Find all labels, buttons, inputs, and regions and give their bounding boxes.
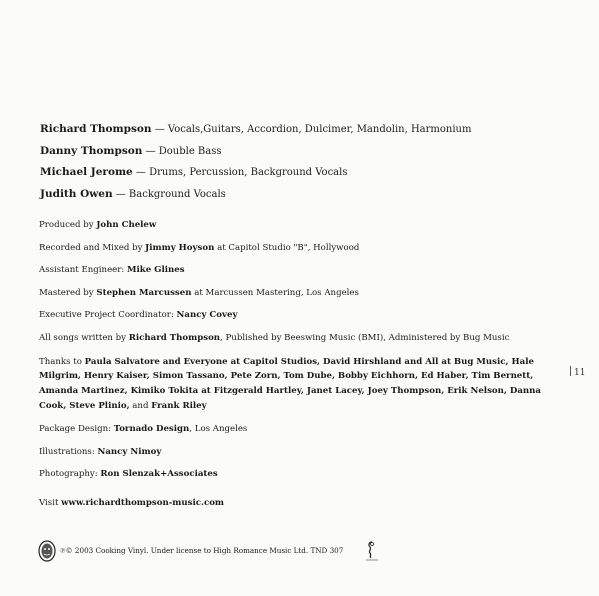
musician-name: Judith Owen (40, 187, 113, 200)
credit-name: Mike Glines (126, 265, 185, 276)
credit-thanks (39, 355, 549, 414)
musician-name: Michael Jerome (40, 166, 133, 178)
musician-list (40, 119, 471, 205)
musician-role: — Drums, Percussion, Background Vocals (132, 167, 348, 178)
credit-label: Thanks to (39, 356, 85, 367)
page-number-text: 11 (574, 368, 586, 378)
credit-visit (39, 497, 549, 510)
credit-photography (39, 468, 549, 481)
credit-package (39, 423, 549, 436)
cooking-vinyl-logo-icon (38, 540, 56, 562)
musician-line (40, 141, 471, 163)
credit-name: Ron Slenzak+Associates (100, 469, 218, 480)
credit-name: Nancy Covey (176, 310, 238, 321)
musician-role: — Background Vocals (112, 188, 226, 200)
credit-conjunction: and (129, 400, 152, 411)
musician-role: — Double Bass (142, 145, 222, 157)
copyright-text: ℗© 2003 Cooking Vinyl. Under license to High Romance Music Ltd. TND 307 (60, 546, 344, 555)
credit-detail: , Published by Beeswing Music (BMI), Administered by Bug Music (220, 332, 510, 343)
credit-label: Mastered by (39, 287, 97, 298)
musician-line (40, 184, 471, 206)
musician-name: Richard Thompson (40, 123, 152, 135)
credit-name: Richard Thompson (128, 332, 221, 343)
credit-name: Tornado Design (113, 423, 190, 434)
credit-label: Illustrations: (39, 446, 98, 457)
credit-mastered (39, 287, 549, 300)
credit-label: Photography: (39, 469, 101, 480)
credit-name: Jimmy Hoyson (145, 242, 215, 253)
credit-detail: , Los Angeles (189, 423, 248, 434)
website-link[interactable]: www.richardthompson-music.com (61, 498, 225, 509)
credit-producer (39, 219, 549, 232)
credit-label: Produced by (39, 220, 97, 230)
credit-name: Stephen Marcussen (96, 287, 192, 298)
credit-name: Frank Riley (151, 400, 207, 411)
credit-name: Nancy Nimoy (97, 446, 162, 457)
credit-detail: at Capitol Studio "B", Hollywood (214, 242, 360, 253)
musician-line (40, 119, 471, 141)
footer (38, 540, 398, 564)
credit-recorded (39, 242, 549, 255)
musician-role: — Vocals,Guitars, Accordion, Dulcimer, Mandolin, Harmonium (151, 124, 472, 135)
credit-label: Executive Project Coordinator: (39, 310, 177, 321)
credit-detail: at Marcussen Mastering, Los Angeles (191, 287, 359, 298)
musician-name: Danny Thompson (40, 144, 143, 157)
musician-line (40, 162, 471, 184)
page-number (570, 366, 585, 378)
credit-illustrations (39, 446, 549, 459)
credit-thanks-names: Paula Salvatore and Everyone at Capitol Studios, David Hirshland and All at Bug Music, Hale Milgrim, Henry Kaiser, Simon Tassano, Pete Zorn, Tom Dube, Bobby Eichhorn, Ed Haber, Tim Bernett, Amanda Martinez, Kimiko Tokita at Fitzgerald Hartley, Janet Lacey, Joey Thompson, Erik Nelson, Danna Cook, Steve Plinio, (39, 356, 541, 411)
credit-label: Assistant Engineer: (39, 265, 127, 276)
credit-label: Visit (39, 498, 62, 509)
credit-label: All songs written by (39, 332, 129, 343)
tornado-design-mark-icon (363, 540, 381, 562)
credits-block (39, 219, 549, 520)
credit-label: Package Design: (39, 423, 114, 434)
credit-assistant (39, 264, 549, 277)
credit-name: John Chelew (96, 220, 157, 230)
page-number-rule (570, 366, 571, 376)
credit-label: Recorded and Mixed by (39, 242, 146, 253)
credit-songs (39, 332, 549, 345)
credit-coordinator (39, 309, 549, 322)
